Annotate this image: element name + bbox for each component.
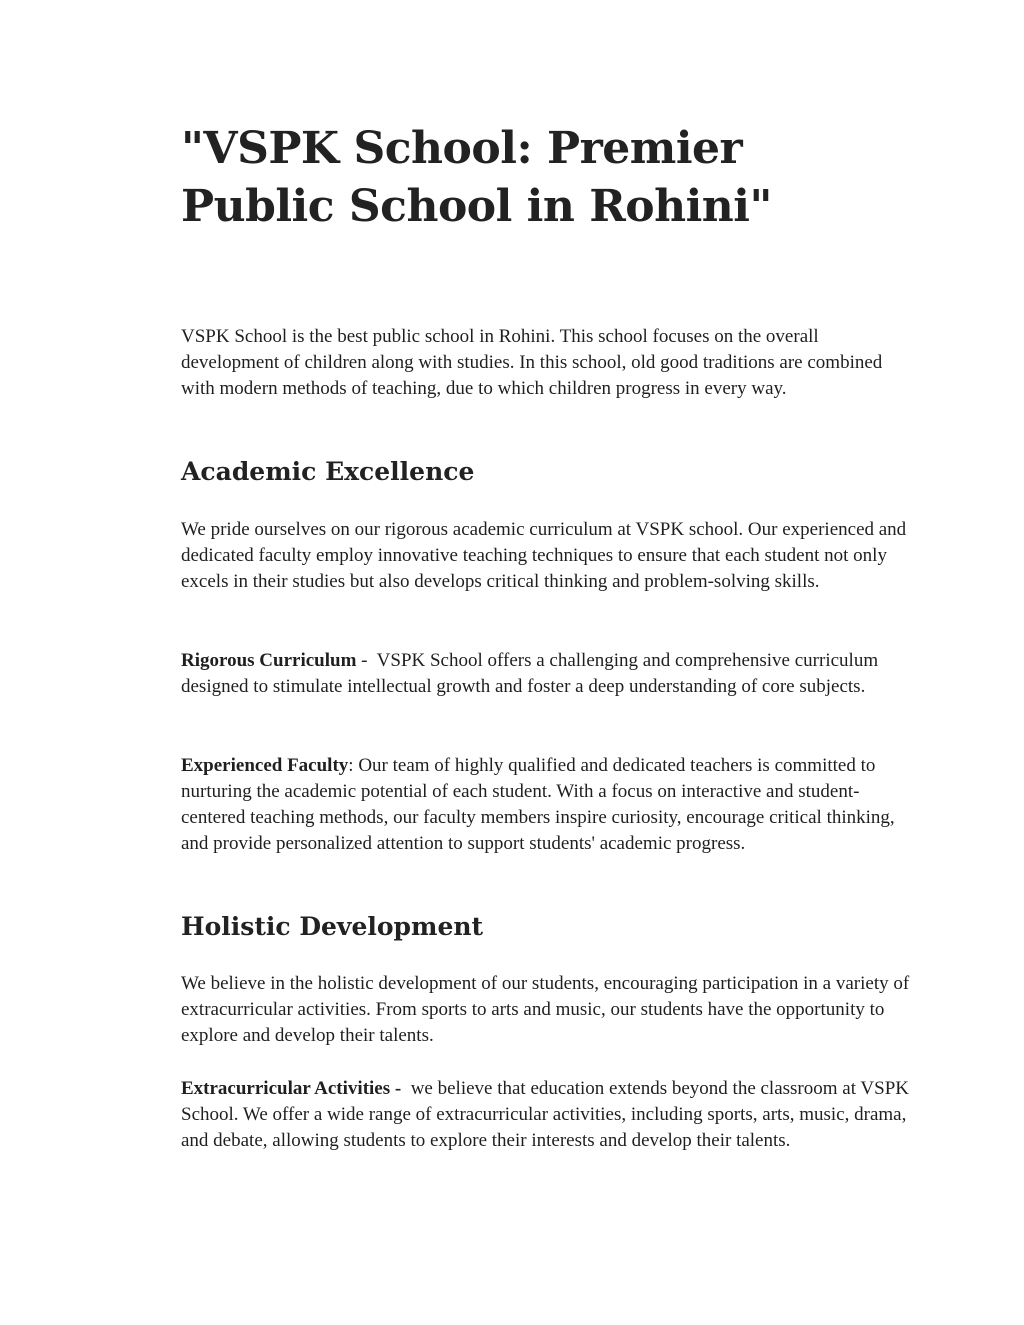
experienced-faculty-separator: :	[348, 755, 359, 776]
extracurricular-activities-label: Extracurricular Activities -	[181, 1078, 402, 1099]
extracurricular-activities-separator	[401, 1078, 411, 1099]
page-title: "VSPK School: Premier Public School in Rohini"	[181, 123, 772, 232]
section-heading-academic-excellence: Academic Excellence	[181, 457, 475, 486]
rigorous-curriculum-separator: -	[356, 650, 377, 671]
academic-excellence-paragraph: We pride ourselves on our rigorous academic curriculum at VSPK school. Our experienced and dedicated faculty employ innovative teaching techniques to ensure that each student not only excels in their studies but also develops critical thinking and problem-solving skills.	[181, 519, 907, 592]
experienced-faculty-label: Experienced Faculty	[181, 755, 349, 776]
rigorous-curriculum-text: VSPK School offers a challenging and comprehensive curriculum designed to stimulate intellectual growth and foster a deep understanding of core subjects.	[181, 650, 879, 697]
extracurricular-activities-paragraph	[181, 1076, 911, 1154]
experienced-faculty-text: Our team of highly qualified and dedicated teachers is committed to nurturing the academic potential of each student. With a focus on interactive and student-centered teaching methods, our faculty members inspire curiosity, encourage critical thinking, and provide personalized attention to support students' academic progress.	[181, 755, 895, 854]
section-heading-holistic-development: Holistic Development	[181, 912, 484, 941]
holistic-development-paragraph: We believe in the holistic development of our students, encouraging participation in a variety of extracurricular activities. From sports to arts and music, our students have the opportunity to explore and develop their talents.	[181, 973, 910, 1046]
extracurricular-activities-text: we believe that education extends beyond the classroom at VSPK School. We offer a wide range of extracurricular activities, including sports, arts, music, drama, and debate, allowing students to explore their interests and develop their talents.	[181, 1078, 909, 1151]
intro-paragraph: VSPK School is the best public school in Rohini. This school focuses on the overall development of children along with studies. In this school, old good traditions are combined with modern methods of teaching, due to which children progress in every way.	[181, 326, 883, 399]
experienced-faculty-paragraph	[181, 753, 911, 857]
rigorous-curriculum-paragraph	[181, 648, 911, 700]
rigorous-curriculum-label: Rigorous Curriculum	[181, 650, 357, 671]
